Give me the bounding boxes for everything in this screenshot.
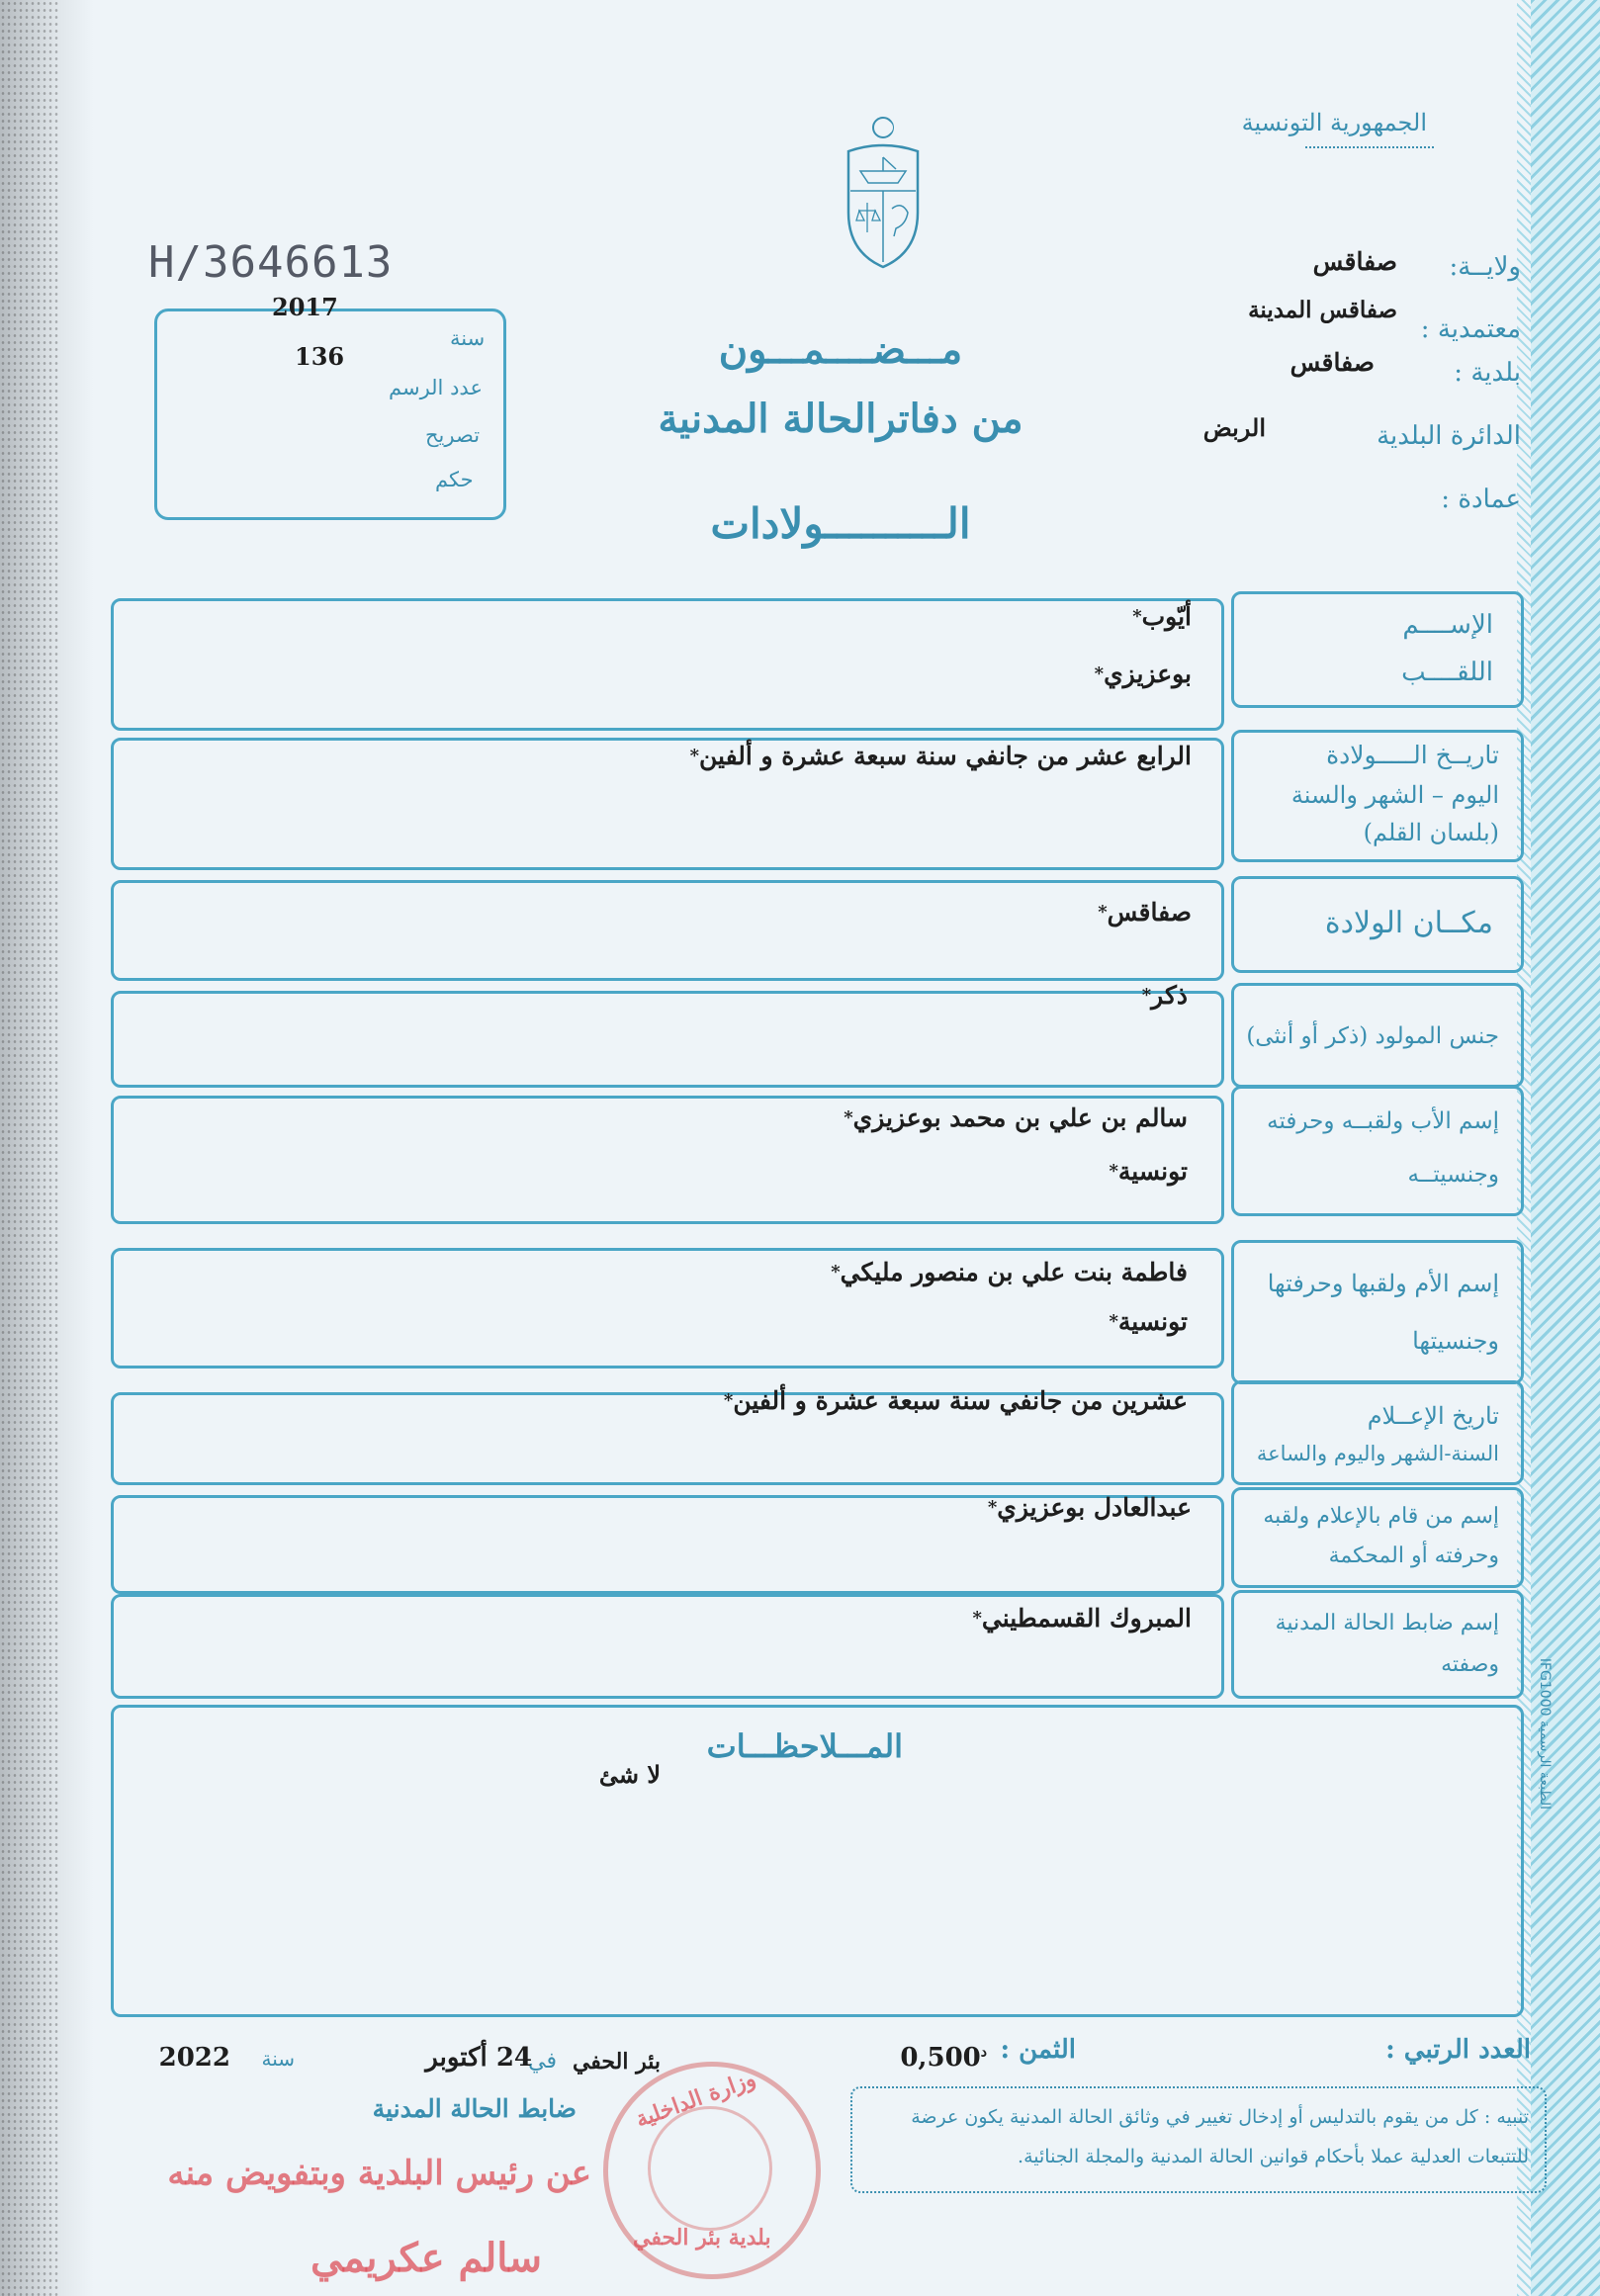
mother-value-box <box>111 1248 1224 1369</box>
mother-nationality-value <box>1109 1300 1188 1344</box>
issue-year-label: سنة <box>261 2047 295 2071</box>
price-amount: 0,500 <box>900 2043 981 2073</box>
mother-name-star: * <box>831 1262 841 1282</box>
father-name-star: * <box>844 1107 853 1128</box>
birth-place-value-box <box>111 880 1224 981</box>
birth-date-label-3: (بلسان القلم) <box>1363 819 1499 846</box>
remarks-label: المـــلاحظـــات <box>706 1727 903 1765</box>
birth-place-value <box>1098 891 1192 934</box>
reference-number-label: عدد الرسم <box>389 376 483 399</box>
warning-line-1: تنبيه : كل من يقوم بالتدليس أو إدخال تغيير في وثائق الحالة المدنية يكون عرضة <box>911 2106 1529 2128</box>
officer-value <box>972 1597 1192 1640</box>
officer-label-2: وصفته <box>1441 1652 1499 1677</box>
declaration-date-label-box <box>1231 1380 1524 1485</box>
last-name-star: * <box>1094 663 1105 684</box>
serial-number: H/3646613 <box>148 237 394 288</box>
daira-label: الدائرة البلدية <box>1377 421 1521 451</box>
sex-text: ذكر <box>1151 981 1188 1010</box>
first-name-text: أيّوب <box>1141 602 1192 631</box>
father-name-text: سالم بن علي بن محمد بوعزيزي <box>852 1104 1188 1132</box>
declarant-star: * <box>987 1497 998 1518</box>
first-name-star: * <box>1132 606 1142 627</box>
birth-date-text: الرابع عشر من جانفي سنة سبعة عشرة و ألفين <box>699 742 1192 770</box>
signer-name: سالم عكريمي <box>310 2235 542 2281</box>
republic-underline <box>1305 146 1434 148</box>
wilaya-value: صفاقس <box>1312 247 1397 276</box>
father-nationality-text: تونسية <box>1117 1157 1188 1186</box>
declaration-date-text: عشرين من جانفي سنة سبعة عشرة و ألفين <box>733 1386 1188 1415</box>
declaration-date-label-2: السنة-الشهر واليوم والساعة <box>1256 1442 1499 1465</box>
mootamadia-value: صفاقس المدينة <box>1248 297 1397 323</box>
declarant-value-box <box>111 1495 1224 1594</box>
reference-year-label: سنة <box>450 326 486 350</box>
sex-value <box>1142 974 1188 1017</box>
declarant-text: عبدالعادل بوعزيزي <box>997 1493 1192 1522</box>
reference-judgment-label: حكم <box>435 468 474 491</box>
declaration-date-value-box <box>111 1386 1224 1485</box>
remarks-box <box>111 1705 1524 2017</box>
mootamadia-label: معتمدية : <box>1420 314 1521 344</box>
stamp-outer-text: وزارة الداخلية <box>632 2066 759 2133</box>
birth-place-text: صفاقس <box>1107 898 1192 927</box>
father-name-value <box>844 1097 1188 1140</box>
first-name-value <box>1132 595 1192 639</box>
reference-declaration-label: تصريح <box>425 423 481 447</box>
birth-place-label: مكــان الولادة <box>1324 906 1493 940</box>
warning-line-2: للتتبعات العدلية عملا بأحكام قوانين الحالة المدنية والمجلة الجنائية. <box>1018 2146 1529 2167</box>
birth-place-label-box <box>1231 876 1524 973</box>
baladia-value: صفاقس <box>1289 348 1375 377</box>
officer-value-box <box>111 1594 1224 1699</box>
officer-title: ضابط الحالة المدنية <box>372 2094 577 2123</box>
last-name-label: اللقــــب <box>1401 658 1493 687</box>
name-label-box <box>1231 591 1524 708</box>
last-name-value <box>1095 653 1192 696</box>
mother-label-box <box>1231 1240 1524 1384</box>
birth-date-label-2: اليوم – الشهر والسنة <box>1290 781 1499 809</box>
issue-in-word: في <box>528 2049 557 2074</box>
mother-label-1: إسم الأم ولقبها وحرفتها <box>1267 1270 1499 1297</box>
mother-nationality-text: تونسية <box>1117 1307 1188 1336</box>
declarant-label-2: وحرفته أو المحكمة <box>1328 1544 1499 1568</box>
issue-year-value: 2022 <box>158 2043 230 2073</box>
first-name-label: الإســــم <box>1402 610 1493 640</box>
order-number-label: العدد الرتبي : <box>1385 2035 1531 2065</box>
sex-label-box <box>1231 983 1524 1088</box>
declaration-date-star: * <box>723 1390 734 1411</box>
coat-of-arms-icon <box>829 114 937 272</box>
remarks-value: لا شئ <box>598 1760 661 1789</box>
declaration-date-label-1: تاريخ الإعــلام <box>1367 1402 1499 1430</box>
sex-value-box <box>111 981 1224 1088</box>
title-madmoun: مـــضــــمـــون <box>718 326 963 373</box>
stamp-bottom-text: بلدية بئر الحفي <box>633 2225 771 2251</box>
birth-date-star: * <box>689 746 700 766</box>
officer-star: * <box>972 1608 982 1629</box>
father-value-box <box>111 1096 1224 1224</box>
reference-year-value: 2017 <box>272 293 338 321</box>
warning-box <box>850 2086 1547 2193</box>
wilaya-label: ولايــة: <box>1449 252 1521 282</box>
birth-date-value <box>690 735 1192 778</box>
imada-label: عمادة : <box>1441 485 1521 514</box>
declarant-label-1: إسم من قام بالإعلام ولقبه <box>1263 1504 1499 1529</box>
price-value <box>900 2043 987 2073</box>
security-border-right <box>1531 0 1600 2296</box>
birth-date-label-box <box>1231 730 1524 862</box>
officer-label-box <box>1231 1590 1524 1699</box>
mayor-delegation: عن رئيس البلدية وبتفويض منه <box>167 2154 591 2193</box>
father-nationality-star: * <box>1109 1161 1118 1182</box>
father-label-2: وجنسيتــه <box>1407 1162 1499 1188</box>
republic-label: الجمهورية التونسية <box>1241 109 1427 136</box>
declaration-date-value <box>724 1379 1188 1423</box>
declarant-label-box <box>1231 1487 1524 1588</box>
officer-label-1: إسم ضابط الحالة المدنية <box>1275 1611 1499 1635</box>
father-nationality-value <box>1109 1150 1188 1193</box>
mother-name-value <box>831 1251 1188 1294</box>
mother-name-text: فاطمة بنت علي بن منصور مليكي <box>840 1258 1188 1286</box>
reference-number-value: 136 <box>295 342 345 371</box>
father-label-box <box>1231 1086 1524 1216</box>
scan-noise-left <box>0 0 59 2296</box>
price-label: الثمن : <box>1000 2035 1076 2065</box>
price-unit: د <box>980 2044 987 2061</box>
title-births: الــــــــــولادات <box>710 499 971 548</box>
birth-date-label-1: تاريــخ الـــــولادة <box>1326 741 1499 769</box>
birth-date-value-box <box>111 738 1224 870</box>
father-label-1: إسم الأب ولقبــه وحرفته <box>1267 1108 1499 1134</box>
last-name-text: بوعزيزي <box>1104 660 1192 688</box>
form-code: الطبعة الرسمية IFG1000 <box>1537 1657 1553 1810</box>
issue-place: بئر الحفي <box>572 2049 661 2075</box>
sex-label: جنس المولود (ذكر أو أنثى) <box>1246 1023 1499 1049</box>
daira-value: الربض <box>1202 413 1266 442</box>
birth-place-star: * <box>1098 902 1108 923</box>
issue-date: 24 أكتوبر <box>425 2043 532 2073</box>
name-value-box <box>111 598 1224 731</box>
mother-nationality-star: * <box>1109 1311 1118 1332</box>
baladia-label: بلدية : <box>1454 358 1521 388</box>
sex-star: * <box>1141 985 1152 1006</box>
official-stamp-center <box>648 2106 772 2231</box>
mother-label-2: وجنسيتها <box>1412 1327 1499 1355</box>
officer-text: المبروك القسمطيني <box>981 1604 1192 1633</box>
title-registers: من دفاترالحالة المدنية <box>658 396 1023 442</box>
declarant-value <box>988 1486 1192 1530</box>
